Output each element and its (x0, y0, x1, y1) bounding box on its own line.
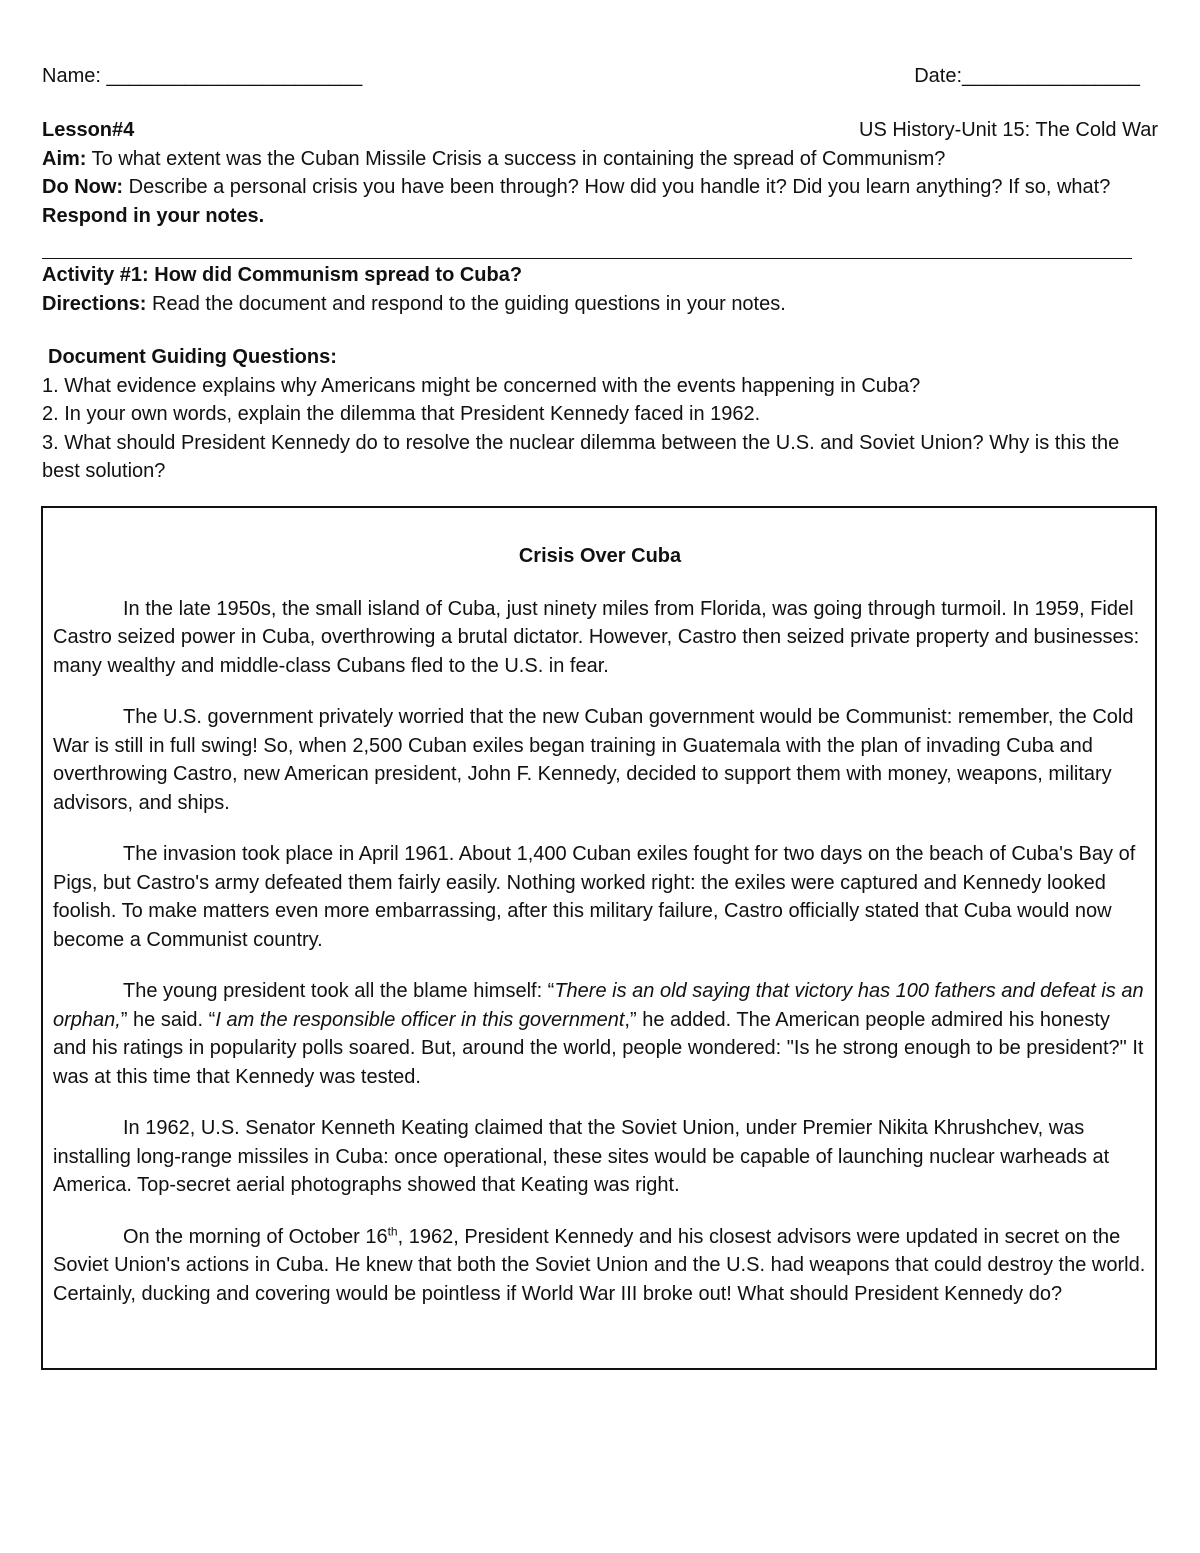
do-now-label: Do Now: (42, 176, 124, 198)
lesson-row (42, 116, 1158, 145)
section-divider (42, 258, 1132, 259)
document-paragraph (53, 977, 1147, 1091)
document-box (41, 506, 1157, 1370)
document-paragraph: In 1962, U.S. Senator Kenneth Keating claimed that the Soviet Union, under Premier Nikita Khrushchev, was installing long-range missiles in Cuba: once operational, these sites would be capable of launching nuclear warheads at America. Top-secret aerial photographs showed that Keating was right. (53, 1117, 1110, 1196)
directions-text: Read the document and respond to the guiding questions in your notes. (146, 292, 786, 315)
kennedy-quote-1: There is an old saying that victory has 100 fathers and defeat is an orphan, (53, 980, 1144, 1031)
date-text: On the morning of October 16 (123, 1225, 388, 1248)
directions-label: Directions: (42, 292, 147, 315)
document-paragraph: The U.S. government privately worried that the new Cuban government would be Communist: remember, the Cold War is still in full swing! So, when 2,500 Cuban exiles began training in Guatemala with the plan of invading Cuba and overthrowing Castro, new American president, John F. Kennedy, decided to support them with money, weapons, military advisors, and ships. (53, 706, 1134, 814)
do-now-line (42, 173, 1158, 230)
guiding-question: 3. What should President Kennedy do to resolve the nuclear dilemma between the U.S. and Soviet Union? Why is this the best solution? (42, 431, 1120, 482)
document-title: Crisis Over Cuba (518, 545, 682, 567)
do-now-emphasis: Respond in your notes. (42, 204, 265, 227)
aim-text: To what extent was the Cuban Missile Crisis a success in containing the spread of Communism? (86, 147, 946, 170)
name-field-label: Name: _______________________ (42, 65, 363, 87)
lesson-number: Lesson#4 (42, 119, 135, 141)
quote-intro: The young president took all the blame himself: “ (123, 980, 555, 1002)
date-field-label: Date:________________ (914, 65, 1140, 87)
worksheet-header (42, 62, 1158, 486)
name-date-row (42, 62, 1158, 96)
guiding-questions-heading: Document Guiding Questions: (48, 346, 337, 368)
document-paragraph: The invasion took place in April 1961. About 1,400 Cuban exiles fought for two days on the beach of Cuba's Bay of Pigs, but Castro's army defeated them fairly easily. Nothing worked right: the exiles were captured and Kennedy looked foolish. To make matters even more embarrassing, after this military failure, Castro officially stated that Cuba would now become a Communist country. (53, 843, 1136, 951)
quote-connector: ” he said. “ (120, 1008, 216, 1031)
do-now-text: Describe a personal crisis you have been through? How did you handle it? Did you learn anything? If so, what? (123, 176, 1111, 198)
document-paragraph (53, 1223, 1147, 1309)
quote-outro: ,” he added. The American people admired his honesty and his ratings in popularity polls soared. But, around the world, people wondered: "Is he strong enough to be president?" It was at this time that Kennedy was tested. (53, 1008, 1144, 1088)
document-paragraph: In the late 1950s, the small island of Cuba, just ninety miles from Florida, was going through turmoil. In 1959, Fidel Castro seized power in Cuba, overthrowing a brutal dictator. However, Castro then seized private property and businesses: many wealthy and middle-class Cubans fled to the U.S. in fear. (53, 597, 1140, 677)
guiding-question: 1. What evidence explains why Americans might be concerned with the events happening in Cuba? (42, 374, 921, 397)
aim-line (42, 145, 1158, 174)
kennedy-quote-2: I am the responsible officer in this government (215, 1008, 625, 1031)
aim-label: Aim: (42, 147, 87, 170)
ordinal-suffix: th (387, 1223, 398, 1238)
course-unit: US History-Unit 15: The Cold War (859, 119, 1158, 141)
guiding-question: 2. In your own words, explain the dilemma that President Kennedy faced in 1962. (42, 403, 761, 425)
paragraph-rest: , 1962, President Kennedy and his closest advisors were updated in secret on the Soviet Union's actions in Cuba. He knew that both the Soviet Union and the U.S. had weapons that could destroy the world. Certainly, ducking and covering would be pointless if World War III broke out! What should President Kennedy do? (53, 1225, 1146, 1305)
directions-line (42, 290, 1158, 319)
activity-title: Activity #1: How did Communism spread to Cuba? (42, 264, 523, 286)
